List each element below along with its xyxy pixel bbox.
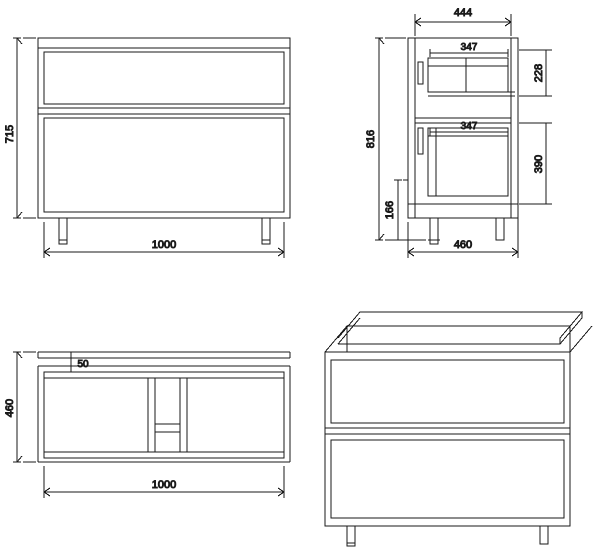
top-view	[4, 352, 290, 498]
dim-label-top-depth: 460	[4, 398, 16, 418]
side-view	[365, 7, 552, 258]
dim-label-side-upper-height: 228	[533, 63, 545, 83]
dim-label-side-shelf-lower: 347	[460, 121, 478, 132]
dim-label-side-lower-height: 390	[533, 154, 545, 174]
dim-label-top-lip: 50	[77, 359, 89, 370]
dim-label-side-shelf-upper: 347	[460, 42, 478, 53]
dim-label-side-base-height: 166	[384, 200, 396, 220]
dim-label-side-base-width: 460	[453, 239, 473, 251]
front-view	[4, 38, 290, 258]
dim-front-height	[13, 38, 36, 218]
isometric-view	[325, 312, 592, 546]
dim-label-front-height: 715	[4, 124, 16, 144]
dim-label-front-width: 1000	[151, 239, 177, 251]
dim-label-side-total-height: 816	[365, 129, 377, 149]
dim-label-top-width: 1000	[151, 479, 177, 491]
dim-label-side-depth-top: 444	[453, 7, 473, 19]
dim-side-base-height	[394, 180, 408, 240]
dim-top-depth	[13, 352, 36, 462]
